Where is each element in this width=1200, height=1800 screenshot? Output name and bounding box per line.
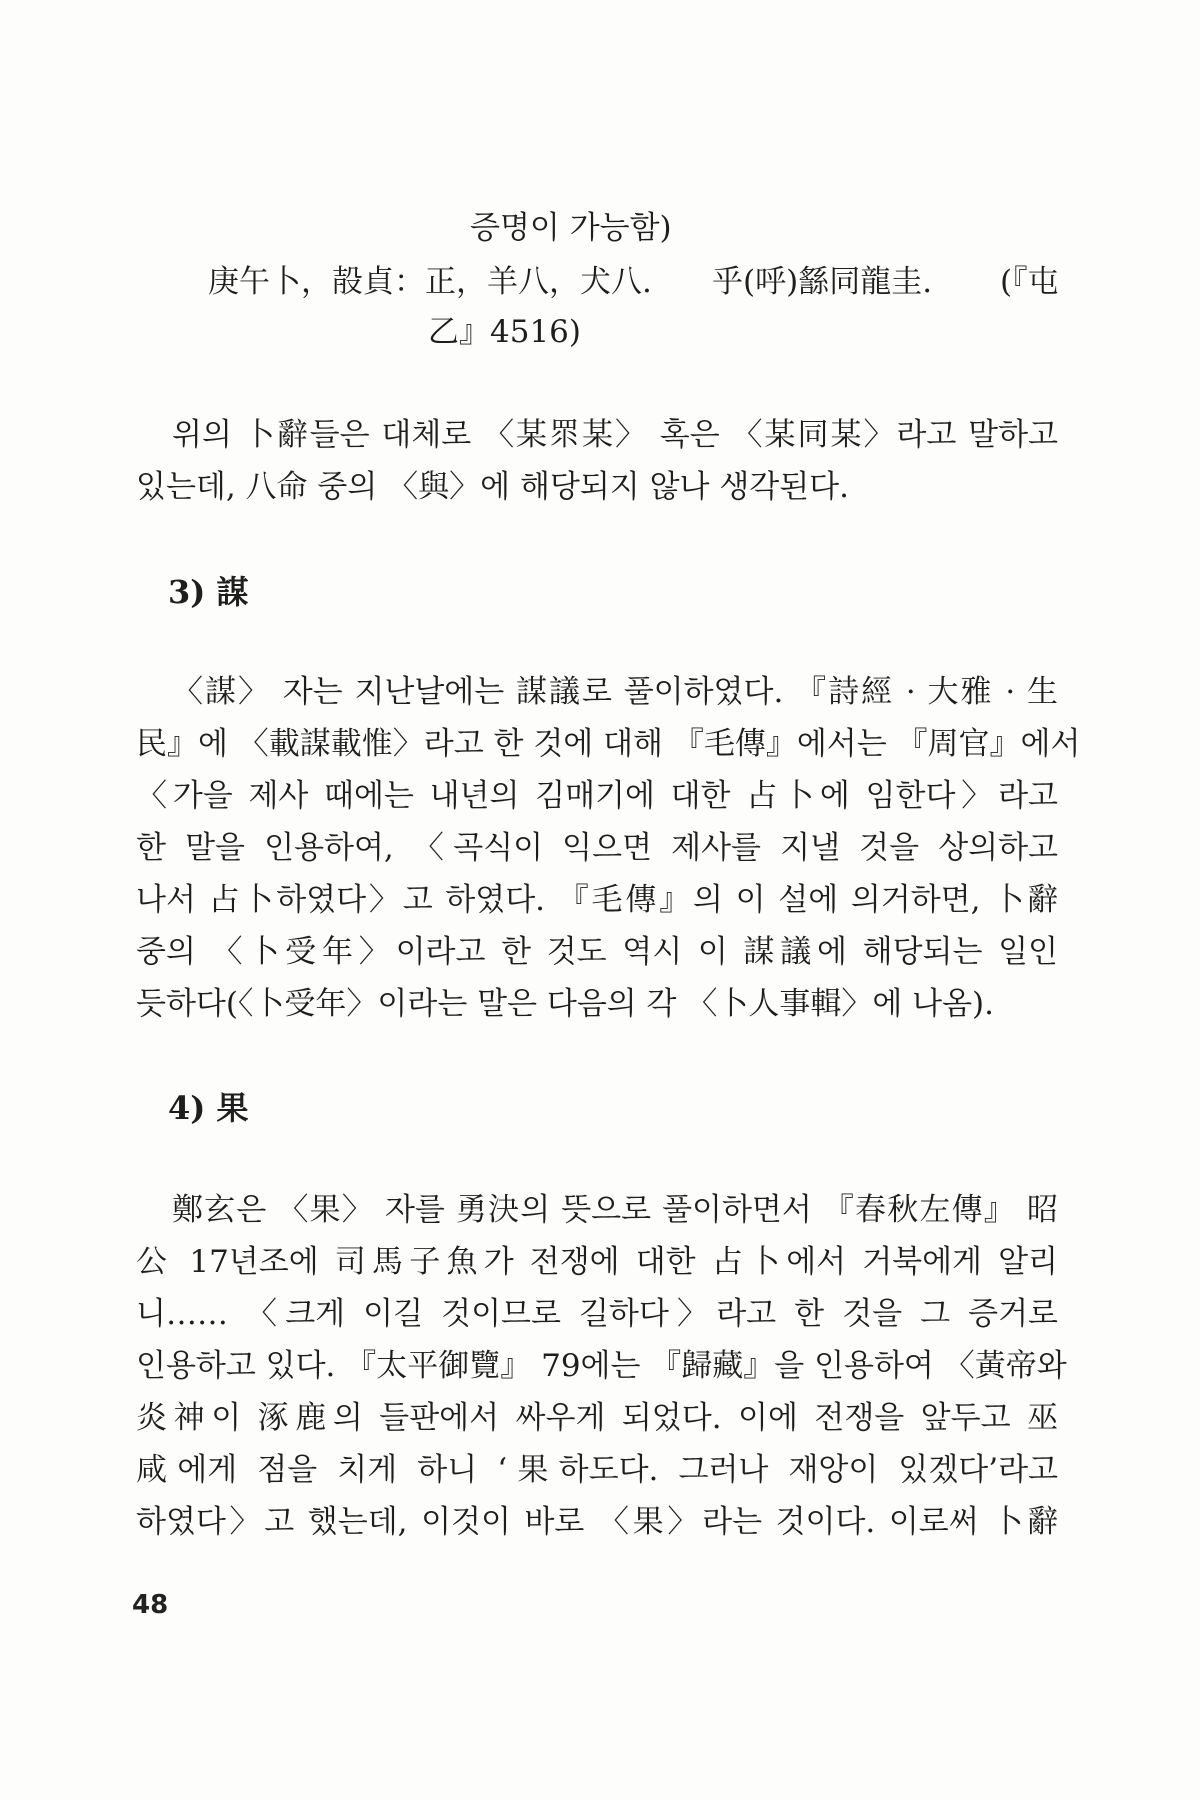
page-number: 48: [132, 1590, 169, 1620]
section3-line-1: 〈謀〉 자는 지난날에는 謀議로 풀이하였다. 『詩經 · 大雅 · 生: [172, 674, 1058, 710]
section4-line-6: 咸에게 점을 치게 하니 ‘果하도다. 그러나 재앙이 있겠다’라고: [136, 1452, 1058, 1488]
section3-line-5: 나서 占卜하였다〉고 하였다. 『毛傳』의 이 설에 의거하면, 卜辭: [136, 882, 1058, 918]
paragraph1-line-1: 위의 卜辭들은 대체로 〈某眔某〉 혹은 〈某同某〉라고 말하고: [172, 417, 1058, 453]
section3-line-7: 듯하다(〈卜受年〉이라는 말은 다음의 각 〈卜人事輯〉에 나옴).: [136, 986, 994, 1022]
example-note: 증명이 가능함): [470, 210, 672, 246]
section3-line-4: 한 말을 인용하여, 〈곡식이 익으면 제사를 지낼 것을 상의하고: [136, 830, 1058, 866]
section4-heading: 4) 果: [168, 1089, 249, 1127]
example-line-main: 庚午卜，㱿貞：正，羊八，犬八.: [208, 264, 652, 300]
section4-line-5: 炎神이 涿鹿의 들판에서 싸우게 되었다. 이에 전쟁을 앞두고 巫: [136, 1400, 1058, 1436]
paragraph1-line-2: 있는데, 八命 중의 〈與〉에 해당되지 않나 생각된다.: [136, 469, 849, 505]
section4-line-7: 하였다〉고 했는데, 이것이 바로 〈果〉라는 것이다. 이로써 卜辭: [136, 1504, 1058, 1540]
section3-line-2: 民』에 〈載謀載惟〉라고 한 것에 대해 『毛傳』에서는 『周官』에서: [136, 726, 1081, 762]
example-line-end: (『屯: [1000, 264, 1059, 300]
section3-line-3: 〈가을 제사 때에는 내년의 김매기에 대한 占卜에 임한다〉라고: [136, 778, 1058, 814]
section3-heading: 3) 謀: [168, 573, 249, 611]
example-line-mid: 乎(呼)䌛同龍圭.: [712, 264, 933, 300]
section3-line-6: 중의 〈卜受年〉이라고 한 것도 역시 이 謀議에 해당되는 일인: [136, 934, 1058, 970]
example-line-cont: 乙』4516): [428, 314, 581, 350]
section4-line-2: 公 17년조에 司馬子魚가 전쟁에 대한 占卜에서 거북에게 알리: [136, 1244, 1058, 1280]
section4-line-1: 鄭玄은 〈果〉 자를 勇決의 뜻으로 풀이하면서 『春秋左傳』 昭: [172, 1192, 1058, 1228]
section4-line-3: 니…… 〈크게 이길 것이므로 길하다〉라고 한 것을 그 증거로: [136, 1296, 1058, 1332]
section4-line-4: 인용하고 있다. 『太平御覽』 79에는 『歸藏』을 인용하여 〈黃帝와: [136, 1348, 1067, 1384]
